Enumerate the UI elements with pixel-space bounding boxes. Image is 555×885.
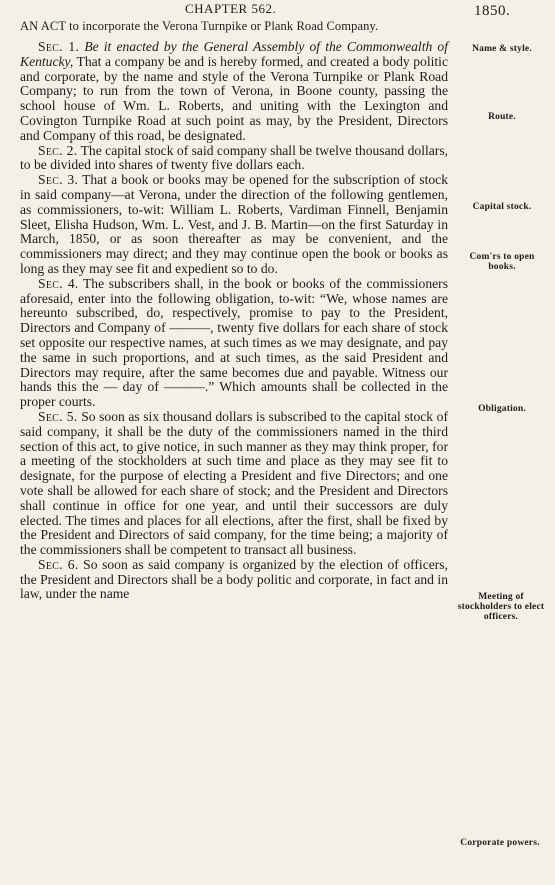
page-header [0, 0, 555, 19]
section-label: Sec. 6. [38, 556, 79, 572]
section-text: So soon as six thousand dollars is subscribed to the capital stock of said company, it shall be the duty of the commissioners named in the third section of this act, to give notice, in such manner as they may think proper, for a meeting of the stockholders at such time and place as they may see fit to designate, for the purpose of electing a President and five Directors; and one vote shall be allowed for each share of stock; and the President and Directors shall continue in office for one year, and until their successors are duly elected. The times and places for all elections, after the first, shall be fixed by the President and Directors of said company, for the time being; a majority of the commissioners shall be competent to transact all business. [20, 408, 448, 558]
section-text: The subscribers shall, in the book or books of the commissioners aforesaid, enter into the following obligation, to-wit: “We, whose names are hereunto subscribed, do, respectively, promise to pay to the President, Directors and Company of ———, twenty five dollars for each share of stock set opposite our respective names, at such times as we may designate, and pay the same in such proportions, and at such times, as the said President and Directors may require, after the same becomes due and payable. Witness our hands this the — day of ———.” Which amounts shall be collected in the proper courts. [20, 275, 448, 410]
year-heading: 1850. [474, 3, 511, 19]
margin-note-corporate-powers: Corporate powers. [460, 838, 540, 848]
section-6 [20, 558, 448, 602]
act-body [20, 40, 448, 602]
enacting-clause: Be it enacted by the General Assembly of the Commonwealth of Kentucky, [20, 39, 448, 69]
section-text: That a company be and is hereby formed, and created a body politic and corporate, by the name and style of the Verona Turnpike or Plank Road Company; to run from the town of Verona, in Boone county, passing the school house of Wm. L. Roberts, and uniting with the Lexington and Covington Turnpike Road at such point as may, by the President, Directors and Company of this road, be designated. [20, 53, 448, 143]
section-text: That a book or books may be opened for the subscription of stock in said company—at Verona, under the direction of the following gentlemen, as commissioners, to-wit: William L. Roberts, Vardiman Finnell, Benjamin Sleet, Elisha Hudson, Wm. L. Vest, and J. B. Martin—on the first Saturday in March, 1850, or as soon thereafter as may be convenient, and the commissioners may direct; and they may continue open the book or books as long as they may see fit and expedient so to do. [20, 172, 448, 276]
margin-note-meeting: Meeting of stockholders to elect officers. [457, 592, 545, 622]
section-label: Sec. 3. [38, 172, 79, 188]
margin-note-capital-stock: Capital stock. [472, 202, 532, 212]
section-2 [20, 144, 448, 174]
margin-note-open-books: Com'rs to open books. [469, 252, 535, 272]
section-label: Sec. 1. [38, 39, 80, 54]
section-text: The capital stock of said company shall be twelve thousand dollars, to be divided into shares of twenty five dollars each. [20, 142, 449, 173]
section-3 [20, 173, 448, 277]
section-label: Sec. 4. [38, 275, 79, 291]
section-5 [20, 410, 448, 558]
chapter-heading: CHAPTER 562. [185, 1, 277, 16]
section-label: Sec. 2. [38, 142, 78, 158]
act-title: AN ACT to incorporate the Verona Turnpike or Plank Road Company. [20, 19, 379, 33]
section-1 [20, 40, 448, 144]
section-label: Sec. 5. [38, 408, 78, 424]
margin-note-route: Route. [488, 112, 516, 122]
section-text: So soon as said company is organized by the election of officers, the President and Directors shall be a body politic and corporate, in fact and in law, under the name [20, 556, 448, 602]
margin-note-name-style: Name & style. [472, 44, 532, 54]
section-4 [20, 277, 448, 410]
margin-note-obligation: Obligation. [478, 404, 526, 414]
